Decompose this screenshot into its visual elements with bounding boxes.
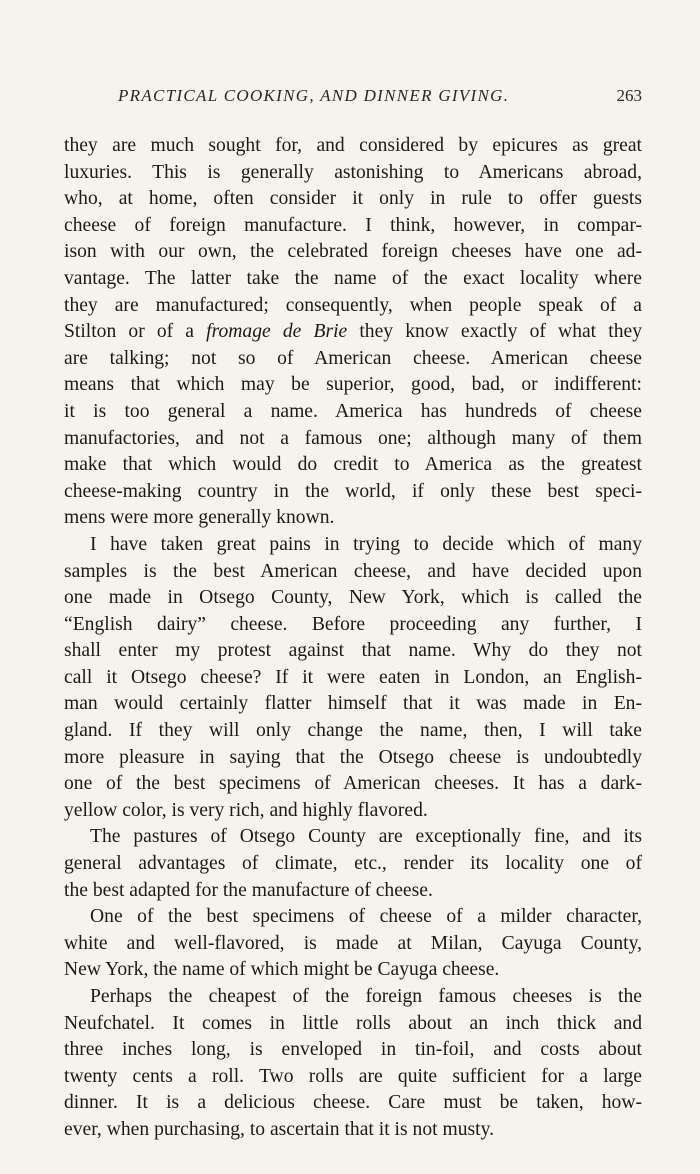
text-line: general advantages of climate, etc., render its locality one of (64, 853, 642, 875)
text-line: one of the best specimens of American cheeses. It has a dark- (64, 773, 642, 795)
text-line: means that which may be superior, good, bad, or indifferent: (64, 374, 642, 396)
text-line: three inches long, is enveloped in tin-foil, and costs about (64, 1039, 642, 1061)
text-line: dinner. It is a delicious cheese. Care must be taken, how- (64, 1092, 642, 1114)
text-line: I have taken great pains in trying to decide which of many (90, 533, 642, 555)
body-text (64, 133, 642, 1144)
text-line: white and well-flavored, is made at Milan, Cayuga County, (64, 932, 642, 954)
text-line: make that which would do credit to America as the greatest (64, 454, 642, 476)
text-line: manufactories, and not a famous one; although many of them (64, 427, 642, 449)
text-line: man would certainly flatter himself that it was made in En- (64, 693, 642, 715)
text-line: New York, the name of which might be Cayuga cheese. (64, 959, 500, 981)
page-number: 263 (616, 86, 642, 105)
text-line: more pleasure in saying that the Otsego cheese is undoubtedly (64, 746, 642, 768)
text-line: ever, when purchasing, to ascertain that it is not musty. (64, 1118, 494, 1140)
text-line: The pastures of Otsego County are exceptionally fine, and its (90, 826, 642, 848)
text-run: they know exactly of what they (347, 321, 642, 343)
text-line: Neufchatel. It comes in little rolls about an inch thick and (64, 1012, 642, 1034)
text-line: gland. If they will only change the name, then, I will take (64, 720, 642, 742)
text-line: are talking; not so of American cheese. American cheese (64, 347, 642, 369)
text-line (64, 319, 642, 346)
text-line: samples is the best American cheese, and have decided upon (64, 560, 642, 582)
text-line: twenty cents a roll. Two rolls are quite sufficient for a large (64, 1065, 642, 1087)
text-line: luxuries. This is generally astonishing to Americans abroad, (64, 161, 642, 183)
text-line: they are much sought for, and considered by epicures as great (64, 135, 642, 156)
text-line: Perhaps the cheapest of the foreign famous cheeses is the (90, 986, 642, 1007)
running-title: PRACTICAL COOKING, AND DINNER GIVING. (118, 86, 510, 105)
text-run: Stilton or of a (64, 321, 207, 343)
text-line: ison with our own, the celebrated foreign cheeses have one ad- (64, 241, 642, 263)
text-line: cheese of foreign manufacture. I think, however, in compar- (64, 214, 642, 236)
text-line: One of the best specimens of cheese of a milder character, (90, 906, 642, 928)
text-line: call it Otsego cheese? If it were eaten in London, an English- (64, 666, 642, 688)
text-line: they are manufactured; consequently, when people speak of a (64, 294, 642, 316)
text-line: who, at home, often consider it only in rule to offer guests (64, 188, 642, 210)
text-line: shall enter my protest against that name. Why do they not (64, 640, 642, 662)
text-line: mens were more generally known. (64, 507, 335, 529)
text-line: vantage. The latter take the name of the exact locality where (64, 267, 642, 289)
text-line: yellow color, is very rich, and highly flavored. (64, 799, 428, 821)
running-header (60, 86, 642, 110)
text-line: the best adapted for the manufacture of cheese. (64, 879, 433, 901)
text-line: “English dairy” cheese. Before proceeding any further, I (64, 613, 642, 635)
text-line: one made in Otsego County, New York, which is called the (64, 587, 642, 609)
text-line: it is too general a name. America has hundreds of cheese (64, 400, 642, 422)
text-line: cheese-making country in the world, if only these best speci- (64, 480, 642, 502)
italic-phrase: fromage de Brie (206, 321, 348, 343)
